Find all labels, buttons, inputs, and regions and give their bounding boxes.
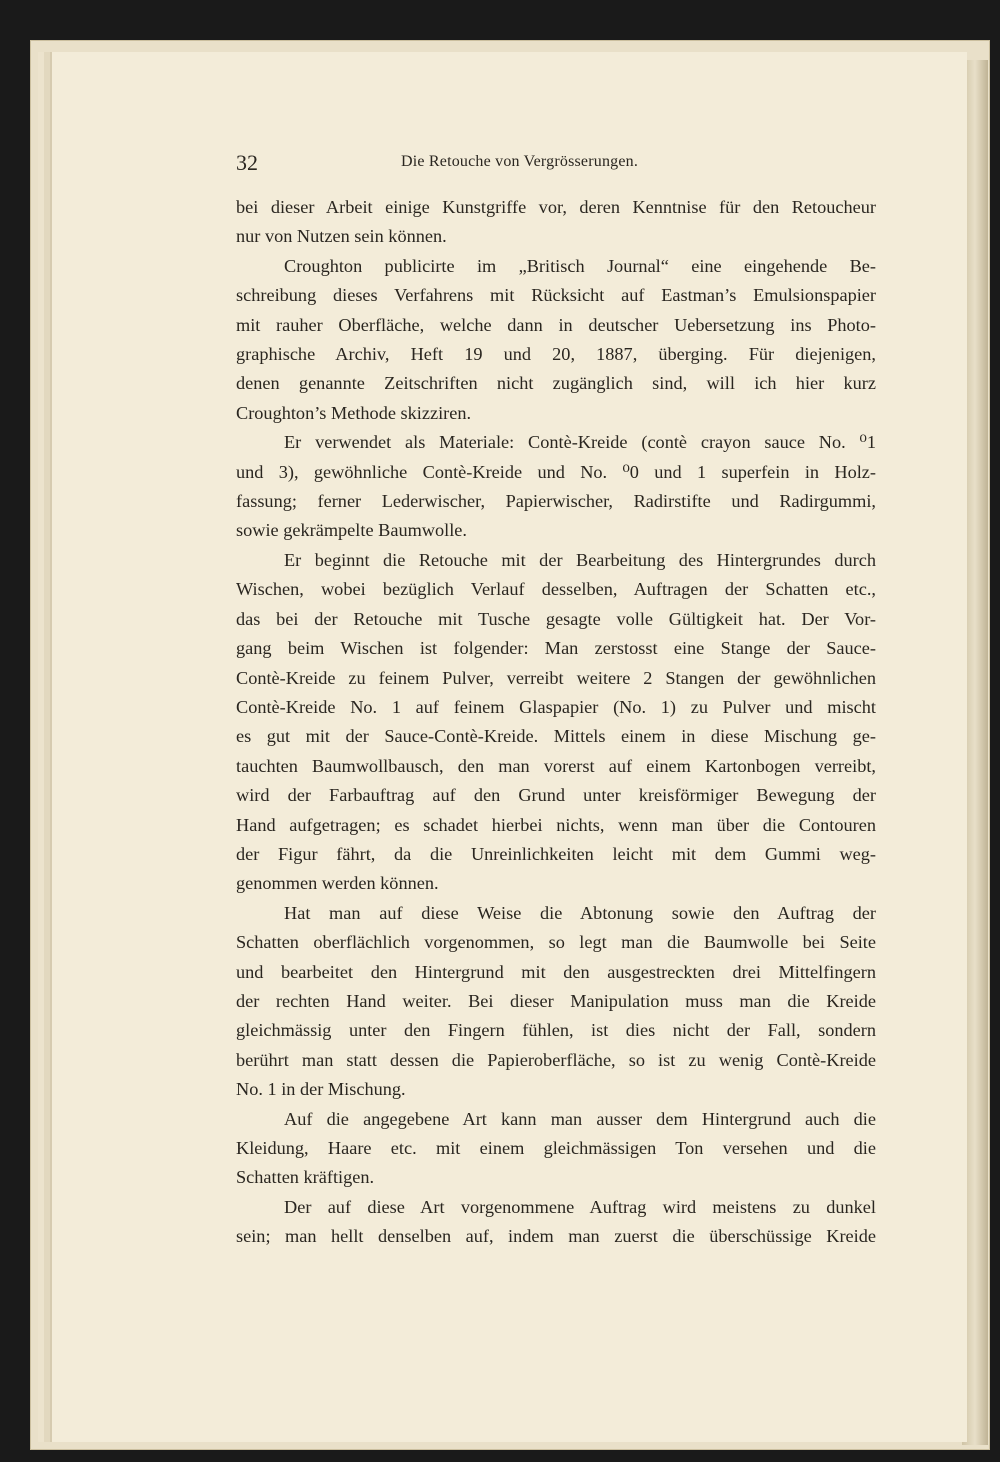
text-line: Croughton publicirte im „Britisch Journal“ eine eingehende Be- <box>284 255 876 276</box>
text-line: es gut mit der Sauce-Contè-Kreide. Mittels einem in diese Mischung ge- <box>236 726 876 747</box>
page-header <box>236 150 876 180</box>
text-line: Contè-Kreide No. 1 auf feinem Glaspapier (No. 1) zu Pulver und mischt <box>236 696 876 717</box>
text-line: Er beginnt die Retouche mit der Bearbeitung des Hintergrundes durch <box>284 549 876 570</box>
text-line: das bei der Retouche mit Tusche gesagte volle Gültigkeit hat. Der Vor- <box>236 608 876 629</box>
text-line: Contè-Kreide zu feinem Pulver, verreibt weitere 2 Stangen der gewöhnlichen <box>236 667 876 688</box>
text-line: sein; man hellt denselben auf, indem man zuerst die überschüssige Kreide <box>236 1226 876 1247</box>
text-line: sowie gekrämpelte Baumwolle. <box>236 520 467 541</box>
text-line: gang beim Wischen ist folgender: Man zerstosst eine Stange der Sauce- <box>236 638 876 659</box>
text-line: tauchten Baumwollbausch, den man vorerst auf einem Kartonbogen verreibt, <box>236 755 876 776</box>
text-line: fassung; ferner Lederwischer, Papierwischer, Radirstifte und Radirgummi, <box>236 491 876 512</box>
body-text <box>236 193 876 1252</box>
text-line: gleichmässig unter den Fingern fühlen, ist dies nicht der Fall, sondern <box>236 1020 876 1041</box>
text-line: Auf die angegebene Art kann man ausser dem Hintergrund auch die <box>284 1108 876 1129</box>
text-line: No. 1 in der Mischung. <box>236 1079 406 1100</box>
text-line: Der auf diese Art vorgenommene Auftrag wird meistens zu dunkel <box>284 1196 876 1217</box>
text-line: Wischen, wobei bezüglich Verlauf desselben, Auftragen der Schatten etc., <box>236 579 876 600</box>
text-line: Kleidung, Haare etc. mit einem gleichmässigen Ton versehen und die <box>236 1138 876 1158</box>
text-line: Hand aufgetragen; es schadet hierbei nichts, wenn man über die Contouren <box>236 814 876 835</box>
text-line: Schatten kräftigen. <box>236 1167 375 1188</box>
text-line: und 3), gewöhnliche Contè-Kreide und No. ⁰0 und 1 superfein in Holz- <box>236 461 876 482</box>
text-line: genommen werden können. <box>236 873 439 894</box>
text-line: Hat man auf diese Weise die Abtonung sowie den Auftrag der <box>284 902 876 923</box>
text-line: Er verwendet als Materiale: Contè-Kreide (contè crayon sauce No. ⁰1 <box>284 432 876 453</box>
text-line: Croughton’s Methode skizziren. <box>236 402 472 423</box>
text-line: Schatten oberflächlich vorgenommen, so legt man die Baumwolle bei Seite <box>236 932 876 953</box>
text-line: graphische Archiv, Heft 19 und 20, 1887, überging. Für diejenigen, <box>236 344 876 365</box>
text-line: denen genannte Zeitschriften nicht zugänglich sind, will ich hier kurz <box>236 373 876 394</box>
text-line: wird der Farbauftrag auf den Grund unter kreisförmiger Bewegung der <box>236 785 876 806</box>
text-line: der Figur fährt, da die Unreinlichkeiten leicht mit dem Gummi weg- <box>236 843 876 864</box>
text-line: und bearbeitet den Hintergrund mit den ausgestreckten drei Mittelfingern <box>236 961 876 982</box>
text-line: der rechten Hand weiter. Bei dieser Manipulation muss man die Kreide <box>236 990 876 1011</box>
text-line: berührt man statt dessen die Papieroberfläche, so ist zu wenig Contè-Kreide <box>236 1049 876 1070</box>
page-number: 32 <box>236 150 258 175</box>
running-title: Die Retouche von Vergrösserungen. <box>401 153 639 170</box>
text-line: nur von Nutzen sein können. <box>236 226 447 247</box>
text-line: bei dieser Arbeit einige Kunstgriffe vor, deren Kenntnise für den Retoucheur <box>236 197 876 217</box>
text-line: schreibung dieses Verfahrens mit Rücksicht auf Eastman’s Emulsionspapier <box>236 285 876 306</box>
text-line: mit rauher Oberfläche, welche dann in deutscher Uebersetzung ins Photo- <box>236 314 876 335</box>
